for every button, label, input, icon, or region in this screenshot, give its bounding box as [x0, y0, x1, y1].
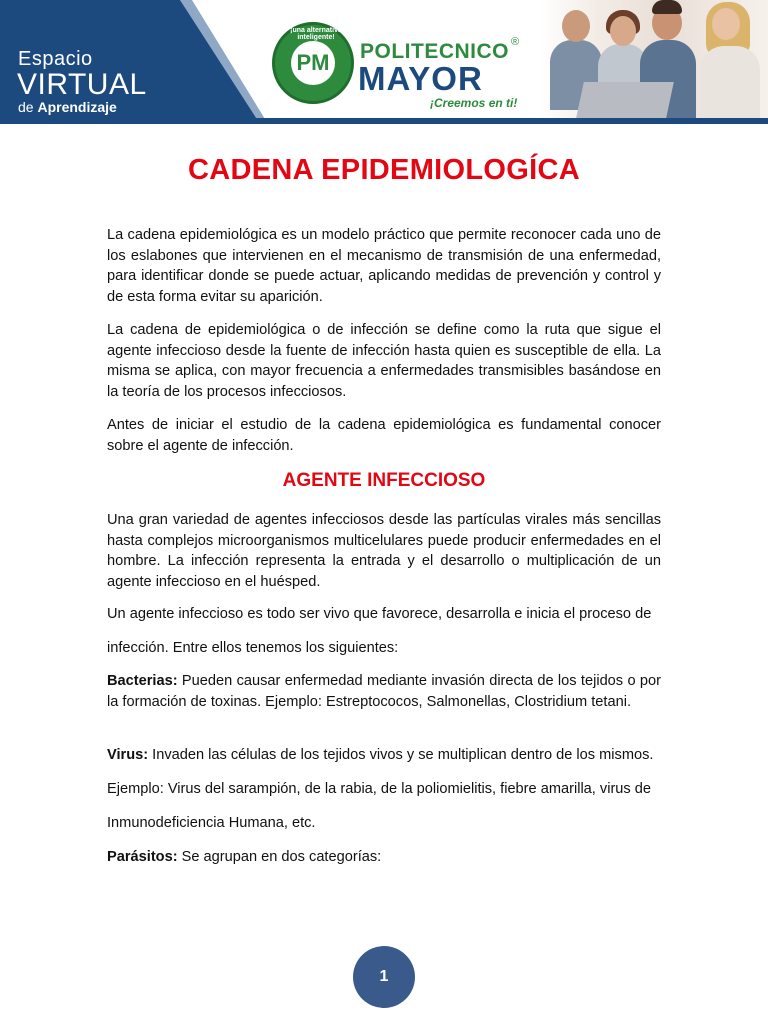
bacterias-text: Pueden causar enfermedad mediante invasión directa de los tejidos o por la formación de toxinas. Ejemplo: Estreptococos, Salmonellas, Clostridium tetani.	[107, 673, 661, 710]
logo-pm-mark: PM	[296, 50, 330, 75]
intro-paragraph-3: Antes de iniciar el estudio de la cadena epidemiológica es fundamental conocer sobre el agente de infección.	[107, 417, 661, 454]
bacterias-label: Bacterias:	[107, 673, 178, 689]
students-photo	[540, 0, 768, 118]
intro-paragraph-2: La cadena de epidemiológica o de infección se define como la ruta que sigue el agente infeccioso desde la fuente de infección hasta quien es susceptible de ella. La misma se aplica, con mayor frecuencia a enfermedades transmisibles basándose en la teoría de los procesos infecciosos.	[107, 322, 661, 400]
virus-label: Virus:	[107, 747, 149, 763]
section-heading-agente: AGENTE INFECCIOSO	[282, 470, 486, 491]
student-2-head	[610, 16, 636, 46]
student-4-body	[700, 46, 760, 118]
brand-tagline: ¡Creemos en ti!	[430, 96, 518, 110]
intro-paragraph-1: La cadena epidemiológica es un modelo práctico que permite reconocer cada uno de los eslabones que intervienen en el mecanismo de transmisión de una enfermedad, para identificar donde se puede actuar, aplicando medidas de prevención y control y de esta forma evitar su aparición.	[107, 227, 661, 305]
brand-mayor: MAYOR	[358, 60, 483, 97]
student-4-head	[712, 8, 740, 40]
registered-mark: ®	[511, 36, 520, 48]
laptop-shape	[576, 82, 674, 118]
banner-de-word: de	[18, 99, 34, 115]
page-number-badge: 1	[353, 946, 415, 1008]
parasitos-text: Se agrupan en dos categorías:	[177, 849, 382, 865]
banner-bottom-rule	[0, 118, 768, 124]
parasitos-line	[107, 847, 667, 868]
agent-paragraph: Una gran variedad de agentes infecciosos desde las partículas virales más sencillas hasta complejos microorganismos multicelulares puede producir enfermedades en el hombre. La infección representa la entrada y el desarrollo o multiplicación de un agente infeccioso en el huésped.	[107, 512, 661, 590]
banner-espacio-text: Espacio	[18, 48, 93, 70]
page-title: CADENA EPIDEMIOLOGÍCA	[188, 154, 580, 186]
student-1-head	[562, 10, 590, 42]
virus-line	[107, 745, 667, 766]
parasitos-label: Parásitos:	[107, 849, 178, 865]
brand-politecnico: POLITECNICO	[360, 40, 510, 63]
virus-text: Invaden las células de los tejidos vivos y se multiplican dentro de los mismos.	[148, 747, 654, 763]
banner-aprendizaje-text	[18, 99, 117, 115]
bacterias-paragraph	[107, 671, 661, 712]
logo-inner-disc	[291, 41, 335, 85]
banner-virtual-text: VIRTUAL	[17, 68, 147, 101]
logo-ring-text: ¡una alternativa inteligente!	[290, 27, 342, 41]
virus-example-line-1: Ejemplo: Virus del sarampión, de la rabia, de la poliomielitis, fiebre amarilla, virus de	[107, 781, 652, 797]
virus-example-line-2: Inmunodeficiencia Humana, etc.	[107, 815, 316, 831]
student-3-hair	[652, 0, 682, 14]
banner-aprendizaje-word: Aprendizaje	[37, 99, 117, 115]
agent-definition-line-1: Un agente infeccioso es todo ser vivo que favorece, desarrolla e inicia el proceso de	[107, 606, 652, 622]
politecnico-logo-emblem	[272, 22, 354, 104]
agent-definition-line-2: infección. Entre ellos tenemos los siguientes:	[107, 640, 399, 656]
header-banner	[0, 0, 768, 124]
